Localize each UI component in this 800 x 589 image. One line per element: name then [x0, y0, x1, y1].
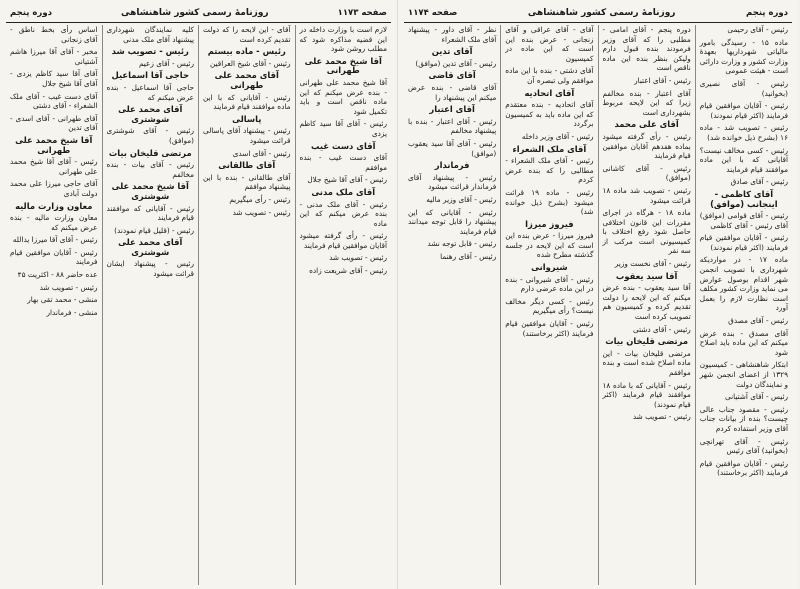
speaker-heading: فرماندار [434, 160, 470, 171]
paragraph: ماده ۱۵ - رسیدگی بامور مالیاتی شهرداریها بعهدهٔ وزارت کشور و وزارت دارائی است - هیئت عمومی [699, 37, 788, 76]
paragraph: رئیس - آقایان موافقین قیام فرمایند (اکثر برخاستند) [505, 319, 594, 338]
paragraph: آقای طالقانی - بنده با این پیشنهاد موافقم [203, 172, 291, 192]
paragraph: رئیس - ماده ۱۹ قرائت میشود (بشرح ذیل خوانده شد) [505, 187, 594, 217]
paragraph: آقا شیخ محمد علی طهرانی - بنده عرض میکنم که این ماده ناقص است و باید تکمیل شود [299, 77, 387, 116]
paragraph: آقای دشتی - بنده با این ماده موافقم ولی تبصره آن [505, 66, 594, 85]
paragraph: رئیس - آقای ملک مدنی - بنده عرض میکنم که این ماده [299, 199, 387, 228]
speaker-heading: رئیس - تصویب شد [111, 46, 189, 57]
paragraph: رئیس - پیشنهاد آقای فرماندار قرائت میشود [408, 172, 497, 192]
paragraph: آقای طهرانی - آقای اسدی - آقای تدین [10, 113, 98, 133]
paragraph: نظر - آقای داور - پیشنهاد آقای ملک الشعراء [408, 25, 497, 44]
speaker-heading: آقا شیخ محمد علی شوشتری [111, 181, 189, 201]
paragraph: رئیس - تصویب شد ماده ۱۸ قرائت میشود [602, 185, 691, 205]
paragraph: عده حاضر ۸۸ - اکثریت ۴۵ [17, 270, 98, 280]
paragraph: رئیس - آقای مصدق [728, 316, 788, 326]
paragraph: رئیس - آقایانی که با این ماده موافقند قیام فرمایند [203, 92, 291, 112]
paragraph: رئیس - (قلیل قیام نمودند) [114, 225, 194, 235]
speaker-heading: آقای دست غیب [311, 140, 376, 151]
paragraph: آقای دست غیب - بنده موافقم [299, 153, 387, 172]
speaker-heading: آقا سید یعقوب [615, 270, 678, 281]
paragraph: رئیس - آقای شیخ العراقین [209, 58, 291, 68]
speaker-heading: مرتضی قلیخان بیات [108, 147, 192, 158]
speaker-heading: آقا شیخ محمد علی طهرانی [304, 55, 382, 76]
paragraph: رئیس - آقای اعتبار - بنده با پیشنهاد مخالفم [408, 116, 497, 136]
speaker-heading: معاون وزارت مالیه [15, 200, 93, 211]
speaker-heading: آقای اعتبار [429, 104, 475, 115]
paragraph: دوره پنجم - آقای امامی - مطلبی را که آقای وزیر فرمودند بنده قبول دارم ولیکن بنظر بنده این ماده ناقص است [602, 25, 691, 73]
speaker-heading: مرتضی قلیخان بیات [605, 336, 689, 347]
paragraph: رئیس - تصویب شد [232, 207, 291, 217]
paragraph: لازم است با وزارت داخله در این قضیه مذاکره شود که مطلب روشن شود [299, 25, 387, 54]
paragraph: آقای اعتبار - بنده مخالفم زیرا که این لایحه مربوط بشهرداری است [602, 88, 691, 117]
text-column [102, 25, 199, 585]
paragraph: رئیس - آقایانی که این پیشنهاد را قابل توجه میدانند قیام فرمایند [408, 207, 497, 236]
paragraph: منشی - محمد تقی بهار [27, 295, 98, 305]
paragraph: آقای اتحادیه - بنده معتقدم که این ماده باید به کمیسیون برگردد [505, 100, 594, 129]
text-column [500, 25, 597, 585]
paragraph: رئیس - آقایان موافقین قیام فرمایند (اکثر قیام نمودند) [699, 101, 788, 120]
right-page [398, 0, 798, 589]
speaker-heading: آقای کاظمی - اینجانب (موافق) [710, 188, 778, 209]
paragraph: رئیس - آقای آقا سید کاظم یزدی [299, 119, 387, 138]
paragraph: رئیس - آقای قوامی (موافق) آقای رئیس - آقای کاظمی [699, 211, 788, 230]
paragraph: رئیس - آقای شوشتری (موافق) [106, 126, 194, 145]
speaker-heading: آقا شیخ محمد علی طهرانی [15, 134, 93, 155]
speaker-heading: پاسالی [232, 113, 262, 124]
speaker-heading: فیروز میرزا [525, 218, 574, 229]
paragraph: منشی - فرماندار [46, 307, 98, 317]
paragraph: رئیس - مقصود جناب عالی چیست؟ بنده از بیانات جناب آقای وزیر استفاده کردم [699, 404, 788, 433]
paragraph: رئیس - تصویب شد [39, 282, 98, 292]
paragraph: رئیس - آقای نخست وزیر [614, 259, 691, 269]
paragraph: اساس رأی بخط ناطق - آقای زنجانی [10, 25, 98, 44]
speaker-heading: آقای قاضی [428, 70, 476, 81]
paragraph: کلیه نمایندگان شهرداری پیشنهاد آقای ملک مدنی [106, 25, 194, 44]
paragraph: رئیس - آقای نصیری (بخوانید) [699, 78, 788, 98]
paragraph: رئیس - آقای اسدی [232, 148, 291, 158]
paragraph: آقای دست غیب - آقای ملک الشعراء - آقای دشتی [10, 91, 98, 111]
paragraph: رئیس - آقای رحیمی [727, 25, 788, 34]
left-page-label: صفحه ۱۱۷۳ [337, 8, 387, 18]
paragraph: ماده ۱۸ - هرگاه در اجرای مقررات این قانون اختلافی حاصل شود رفع اختلاف با کمیسیونی است مرکب از سه نفر [602, 208, 691, 256]
paragraph: رئیس - تصویب شد [329, 253, 387, 263]
paragraph: رئیس - آقای شیروانی - بنده در این ماده عرضی دارم [505, 274, 594, 294]
text-column [198, 25, 295, 585]
paragraph: آقای آقا سید کاظم یزدی - آقای آقا شیخ جلال [10, 69, 98, 88]
paragraph: مرتضی قلیخان بیات - این ماده اصلاح شده است و بنده موافقم [602, 348, 691, 377]
paragraph: آقای حاجی میرزا علی محمد دولت آبادی [10, 179, 98, 198]
paragraph: حاجی آقا اسماعیل - بنده عرض میکنم که [106, 82, 194, 102]
paragraph: رئیس - آقایان موافقین قیام فرمایند [10, 247, 98, 267]
speaker-heading: آقای ملک مدنی [311, 186, 376, 197]
paragraph: رئیس - آقایانی که موافقند قیام فرمایند [106, 203, 194, 223]
left-page-columns [6, 25, 391, 585]
paragraph: رئیس - آقای آقا سید یعقوب (موافق) [408, 138, 497, 158]
left-page [0, 0, 398, 589]
text-column [598, 25, 695, 585]
text-column [404, 25, 500, 585]
left-page-date: دوره پنجم [10, 8, 52, 18]
paragraph: رئیس - رأی گرفته میشود بماده هفدهم آقایان موافقین قیام فرمایند [602, 131, 691, 161]
paragraph: رئیس - آقای آقا شیخ جلال [307, 175, 387, 185]
paragraph: رئیس - آقای شریعت زاده [309, 266, 387, 276]
paragraph: رئیس - آقای صادق [730, 177, 788, 187]
text-column [6, 25, 102, 585]
speaker-heading: رئیس - ماده بیستم [207, 46, 286, 57]
speaker-heading: آقای اتحادیه [524, 87, 575, 98]
text-column [295, 25, 392, 585]
right-page-header [404, 6, 792, 23]
paragraph: رئیس - آقای اعتبار [634, 75, 691, 85]
speaker-heading: آقای محمد علی طهرانی [214, 70, 279, 90]
paragraph: رئیس - پیشنهاد آقای پاسالی قرائت میشود [203, 126, 291, 145]
paragraph: رئیس - رأی میگیریم [229, 194, 291, 204]
paragraph: رئیس - تصویب شد - ماده ۱۶ (بشرح ذیل خوانده شد) [699, 123, 788, 142]
speaker-heading: آقای محمد علی شوشتری [118, 104, 183, 124]
paragraph: رئیس - کسی مخالف نیست؟ آقایانی که با این ماده موافقند قیام فرمایند [699, 145, 788, 174]
paragraph: رئیس - آقای تدین (موافق) [415, 58, 497, 68]
right-page-columns [404, 25, 792, 585]
paragraph: رئیس - کسی دیگر مخالف نیست؟ رأی میگیریم [505, 296, 594, 316]
paragraph: آقای - آقای عراقی و آقای زنجانی - عرض بنده این است که این ماده در کمیسیون [505, 25, 594, 63]
paragraph: رئیس - آقای زعیم [138, 58, 194, 68]
speaker-heading: آقای علی محمد [614, 119, 679, 130]
paragraph: رئیس - آقای رهنما [440, 251, 497, 261]
speaker-heading: آقای محمد علی شوشتری [118, 237, 183, 257]
paragraph: آقا سید یعقوب - بنده عرض میکنم که این لایحه را دولت تقدیم کرده و کمیسیون هم تصویب کرده است [602, 283, 691, 322]
paragraph: رئیس - آقایان موافقین قیام فرمایند (اکثر برخاستند) [699, 458, 788, 478]
paragraph: رئیس - آقای دشتی [633, 324, 691, 334]
paragraph: رئیس - آقای آقا میرزا یدالله [12, 235, 98, 245]
paragraph: معاون وزارت مالیه - بنده عرض میکنم که [10, 213, 98, 232]
paragraph: رئیس - رأی گرفته میشود آقایان موافقین قیام فرمایند [299, 231, 387, 250]
paragraph: رئیس - آقای تهرانچی (بخوانید) آقای رئیس [699, 436, 788, 456]
paragraph: رئیس - آقای وزیر داخله [521, 131, 594, 141]
left-page-title: روزنامهٔ رسمی کشور شاهنشاهی [121, 8, 269, 18]
paragraph: رئیس - پیشنهاد ایشان قرائت میشود [106, 259, 194, 279]
paragraph: رئیس - آقایان موافقین قیام فرمایند (اکثر قیام نمودند) [699, 233, 788, 252]
speaker-heading: حاجی آقا اسماعیل [111, 70, 189, 81]
paragraph: ماده ۱۷ - در مواردیکه شهرداری با تصویب انجمن شهر اقدام بوصول عوارض می نماید وزارت کشور مکلف است نظارت لازم را بعمل آورد [699, 255, 788, 313]
paragraph: رئیس - آقای وزیر مالیه [426, 194, 497, 204]
paragraph: رئیس - آقای آقا شیخ محمد علی طهرانی [10, 157, 98, 176]
paragraph: آقای مصدق - بنده عرض میکنم که این ماده باید اصلاح شود [699, 328, 788, 357]
right-page-title: روزنامهٔ رسمی کشور شاهنشاهی [527, 8, 676, 18]
paragraph: رئیس - آقای بیات - بنده مخالفم [106, 160, 194, 179]
speaker-heading: شیروانی [531, 262, 568, 273]
paragraph: رئیس - تصویب شد [632, 412, 691, 422]
paragraph: فیروز میرزا - عرض بنده این است که این لایحه در جلسه گذشته مطرح شده [505, 231, 594, 260]
paragraph: ابتکار شاهنشاهی - کمیسیون ۱۳۲۹ از اعضای انجمن شهر و نمایندگان دولت [699, 360, 788, 389]
right-page-label: صفحه ۱۱۷۴ [408, 8, 458, 18]
speaker-heading: آقای طالقانی [218, 160, 276, 171]
paragraph: آقای - این لایحه را که دولت تقدیم کرده است [203, 25, 291, 44]
paragraph: آقای قاضی - بنده عرض میکنم این پیشنهاد را [408, 82, 497, 102]
paragraph: رئیس - آقای آشتیانی [725, 392, 788, 402]
speaker-heading: آقای ملک الشعراء [512, 143, 587, 154]
paragraph: رئیس - آقای ملک الشعراء - مطالبی را که بنده عرض کردم [505, 156, 594, 185]
speaker-heading: آقای تدین [431, 46, 473, 57]
paragraph: رئیس - آقای کاشانی (موافق) [602, 163, 691, 183]
text-column [695, 25, 792, 585]
right-page-date: دوره پنجم [746, 8, 788, 18]
left-page-header [6, 6, 391, 23]
paragraph: رئیس - آقایانی که با ماده ۱۸ موافقند قیام فرمایند (اکثر قیام نمودند) [602, 380, 691, 409]
paragraph: مخبر - آقای آقا میرزا هاشم آشتیانی [10, 47, 98, 66]
paragraph: رئیس - قابل توجه نشد [427, 239, 497, 249]
